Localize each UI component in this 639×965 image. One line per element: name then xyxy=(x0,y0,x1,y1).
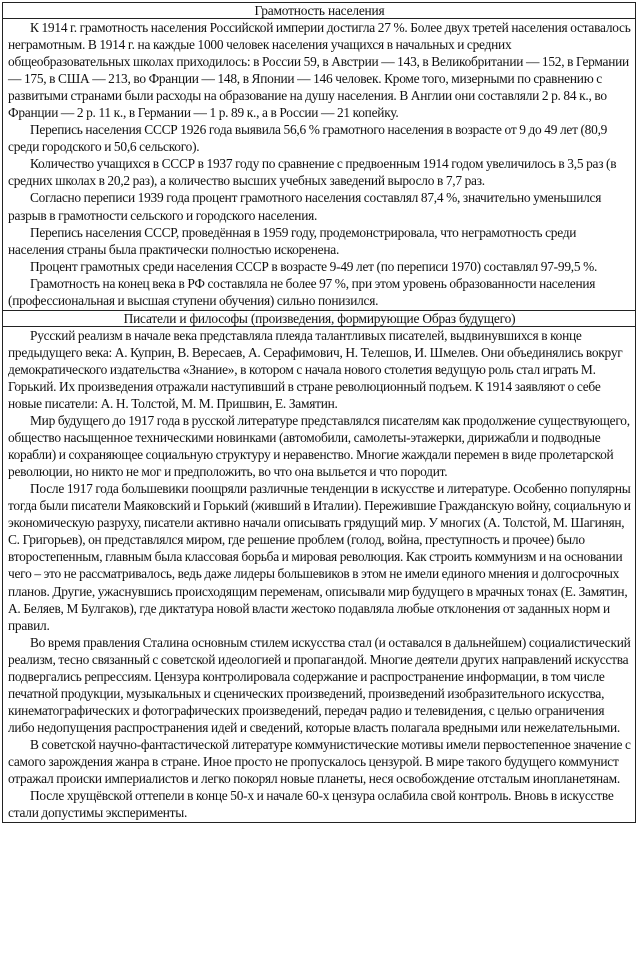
paragraph: К 1914 г. грамотность населения Российской империи достигла 27 %. Более двух третей населения оставалось неграмотным. В 1914 г. на каждые 1000 человек населения учащихся в начальных и средних общеобразовательных школах приходилось: в России 59, в Австрии — 143, в Великобритании — 152, в Германии — 175, в США — 213, во Франции — 148, в Японии — 146 человек. Кроме того, мизерными по сравнению с развитыми странами были расходы на образование на душу населения. В Англии они составляли 2 р. 84 к., во Франции — 2 р. 11 к., в Германии — 1 р. 89 к., а в России — 21 копейку. xyxy=(8,20,631,121)
section-title-literacy: Грамотность населения xyxy=(3,3,636,19)
section-body-row xyxy=(3,326,636,822)
section-header-row xyxy=(3,3,636,19)
section-body-literacy xyxy=(3,19,636,311)
paragraph: Процент грамотных среди населения СССР в возрасте 9-49 лет (по переписи 1970) составлял 97-99,5 %. xyxy=(30,258,598,274)
section-header-row xyxy=(3,310,636,326)
paragraph: После хрущёвской оттепели в конце 50-х и начале 60-х цензура ослабила свой контроль. Вновь в искусстве стали допустимы эксперименты. xyxy=(8,788,614,821)
paragraph: Русский реализм в начале века представляла плеяда талантливых писателей, выдвинувшихся в конце предыдущего века: А. Куприн, В. Вересаев, А. Серафимович, Н. Телешов, И. Шмелев. Они объединялись вокруг демократического издательства «Знание», в котором с начала нового столетия ведущую роль стал играть М. Горький. Их произведения отражали наступивший в стране революционный подъем. К 1914 заявляют о себе новые писатели: А. Н. Толстой, М. М. Пришвин, Е. Замятин. xyxy=(8,327,623,411)
section-body-row xyxy=(3,19,636,311)
paragraph: Грамотность на конец века в РФ составляла не более 97 %, при этом уровень образованности населения (профессиональная и высшая ступени обучения) сильно понизился. xyxy=(8,275,596,308)
paragraph: После 1917 года большевики поощряли различные тенденции в искусстве и литературе. Особенно популярны тогда были писатели Маяковский и Горький (живший в Италии). Пережившие Гражданскую войну, социальную и экономическую разруху, писатели активно начали описывать грядущий мир. У многих (А. Толстой, М. Шагинян, С. Григорьев), он представлялся миром, где решение проблем (голод, война, преступность и прочее) было второстепенным, главным была классовая борьба и мировая революция. Как строить коммунизм и на основании чего – это не рассматривалось, ведь даже лидеры большевиков в этом не имели единого мнения и долгосрочных планов. Другие, ужаснувшись происходящим переменам, описывали мир будущего в мрачных тонах (Е. Замятин, А. Беляев, М Булгаков), где диктатура новой власти жестоко подавляла любые отклонения от заданных норм и правил. xyxy=(8,481,631,633)
paragraph: В советской научно-фантастической литературе коммунистические мотивы имели первостепенное значение с самого зарождения жанра в стране. Иное просто не пропускалось цензурой. В мире такого будущего коммунист отражал происки империалистов и легко покорял новые планеты, неся освобождение отсталым инопланетянам. xyxy=(8,736,631,787)
section-body-writers xyxy=(3,326,636,822)
paragraph: Перепись населения СССР 1926 года выявила 56,6 % грамотного населения в возрасте от 9 до 49 лет (80,9 среди городского и 50,6 сельского). xyxy=(8,122,608,155)
document-table xyxy=(2,2,636,823)
paragraph: Количество учащихся в СССР в 1937 году по сравнение с предвоенным 1914 годом увеличилось в 3,5 раз (в средних школах в 20,2 раз), а количество высших учебных заведений выросло в 7,7 раз. xyxy=(8,156,617,189)
section-title-writers: Писатели и философы (произведения, формирующие Образ будущего) xyxy=(3,310,636,326)
paragraph: Во время правления Сталина основным стилем искусства стал (и оставался в дальнейшем) социалистический реализм, тесно связанный с советской идеологией и пропагандой. Многие деятели других направлений искусства подвергались репрессиям. Цензура контролировала содержание и распространение информации, в том числе печатной продукции, музыкальных и сценических произведений, произведений изобразительного искусства, кинематографических и фотографических произведений, передач радио и телевидения, с целью ограничения либо недопущения распространения идей и сведений, которые власть полагала вредными или нежелательными. xyxy=(8,634,631,735)
paragraph: Перепись населения СССР, проведённая в 1959 году, продемонстрировала, что неграмотность среди населения страны была практически полностью искоренена. xyxy=(8,224,577,257)
paragraph: Мир будущего до 1917 года в русской литературе представлялся писателям как продолжение существующего, общество насыщенное техническими новинками (автомобили, самолеты-этажерки, дирижабли и подводные корабли) и сохраняющее социальную структуру и неравенство. Многие жаждали перемен в виде пролетарской революции, но никто не мог и предположить, во что она выльется и что породит. xyxy=(8,413,630,480)
paragraph: Согласно переписи 1939 года процент грамотного населения составлял 87,4 %, значительно уменьшился разрыв в грамотности сельского и городского населения. xyxy=(8,190,602,223)
